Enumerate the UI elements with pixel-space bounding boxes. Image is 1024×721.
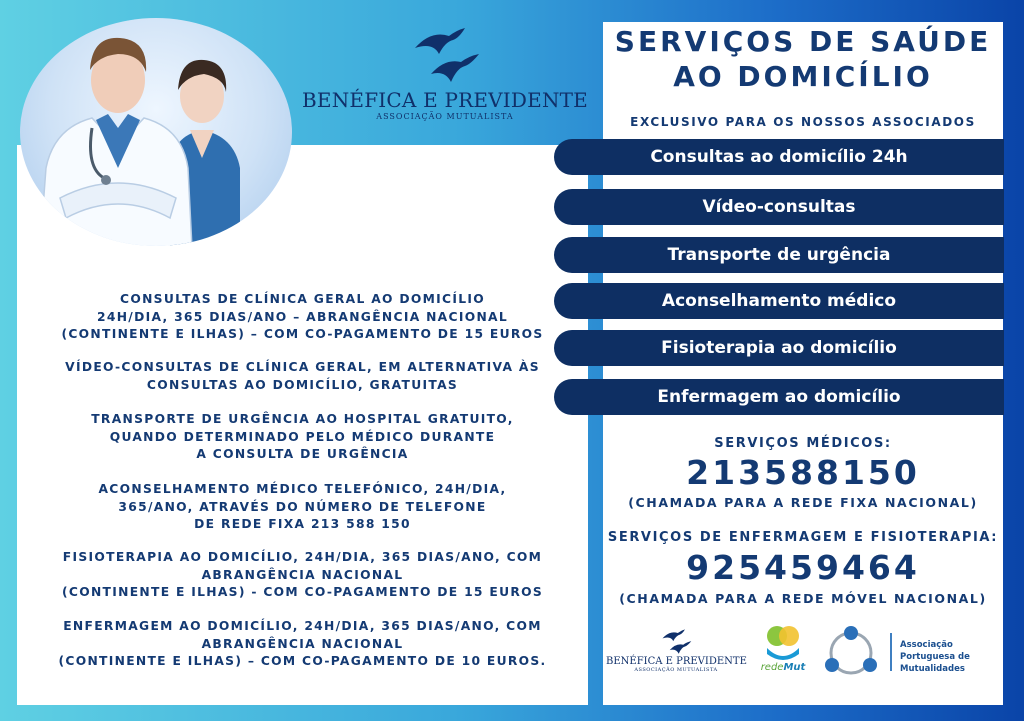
footer-redemut-name: redeMut	[760, 662, 806, 673]
page-title	[603, 24, 1003, 94]
service-pill-aconselhamento: Aconselhamento médico	[554, 283, 1004, 319]
medical-phone-note: (CHAMADA PARA A REDE FIXA NACIONAL)	[628, 495, 978, 510]
service-pill-consultas: Consultas ao domicílio 24h	[554, 139, 1004, 175]
medical-phone-number: 213588150	[686, 453, 920, 492]
description-aconselhamento: ACONSELHAMENTO MÉDICO TELEFÓNICO, 24H/DIA, 365/ANO, ATRAVÉS DO NÚMERO DE TELEFONE DE REDE FIXA 213 588 150	[98, 482, 507, 531]
footer-redemut-logo	[752, 624, 814, 673]
benefica-previdente-logo	[300, 26, 590, 136]
swallow-birds-icon	[405, 26, 485, 86]
swallow-birds-icon	[658, 628, 694, 656]
nursing-services-label: SERVIÇOS DE ENFERMAGEM E FISIOTERAPIA:	[607, 530, 999, 545]
footer-benefica-name: BENÉFICA E PREVIDENTE	[606, 656, 747, 667]
service-pill-enfermagem: Enfermagem ao domicílio	[554, 379, 1004, 415]
logo-name: BENÉFICA E PREVIDENTE	[302, 88, 588, 112]
footer-apm-name: Associação Portuguesa de Mutualidades	[900, 640, 970, 674]
logo-subtitle: ASSOCIAÇÃO MUTUALISTA	[376, 112, 514, 121]
apm-divider	[890, 633, 892, 671]
service-pill-transporte: Transporte de urgência	[554, 237, 1004, 273]
service-pill-video-consultas: Vídeo-consultas	[554, 189, 1004, 225]
footer-benefica-sub: ASSOCIAÇÃO MUTUALISTA	[634, 667, 718, 673]
redemut-mark-icon	[763, 624, 803, 660]
description-enfermagem: ENFERMAGEM AO DOMICÍLIO, 24H/DIA, 365 DIAS/ANO, COM ABRANGÊNCIA NACIONAL (CONTINENTE E ILHAS) – COM CO-PAGAMENTO DE 10 EUROS.	[58, 619, 547, 668]
medical-services-label: SERVIÇOS MÉDICOS:	[714, 436, 892, 451]
apm-circles-icon	[820, 625, 882, 681]
doctor-nurse-illustration	[20, 18, 292, 246]
description-video-consultas: VÍDEO-CONSULTAS DE CLÍNICA GERAL, EM ALTERNATIVA ÀS CONSULTAS AO DOMICÍLIO, GRATUITAS	[65, 360, 540, 392]
nursing-phone-note: (CHAMADA PARA A REDE MÓVEL NACIONAL)	[619, 591, 987, 606]
nursing-phone-number: 925459464	[686, 548, 920, 587]
footer-benefica-logo	[606, 628, 746, 673]
footer-apm-logo	[820, 625, 1000, 681]
service-pill-fisioterapia: Fisioterapia ao domicílio	[554, 330, 1004, 366]
page-subtitle: EXCLUSIVO PARA OS NOSSOS ASSOCIADOS	[630, 115, 976, 129]
title-line-2: AO DOMICÍLIO	[673, 60, 933, 93]
title-line-1: SERVIÇOS DE SAÚDE	[614, 25, 992, 58]
description-fisioterapia: FISIOTERAPIA AO DOMICÍLIO, 24H/DIA, 365 DIAS/ANO, COM ABRANGÊNCIA NACIONAL (CONTINENTE E ILHAS) - COM CO-PAGAMENTO DE 15 EUROS	[61, 550, 544, 599]
description-consultas: CONSULTAS DE CLÍNICA GERAL AO DOMICÍLIO 24H/DIA, 365 DIAS/ANO – ABRANGÊNCIA NACIONAL (CONTINENTE E ILHAS) – COM CO-PAGAMENTO DE 15 EUROS	[61, 292, 544, 341]
description-transporte: TRANSPORTE DE URGÊNCIA AO HOSPITAL GRATUITO, QUANDO DETERMINADO PELO MÉDICO DURANTE A CONSULTA DE URGÊNCIA	[91, 412, 514, 461]
